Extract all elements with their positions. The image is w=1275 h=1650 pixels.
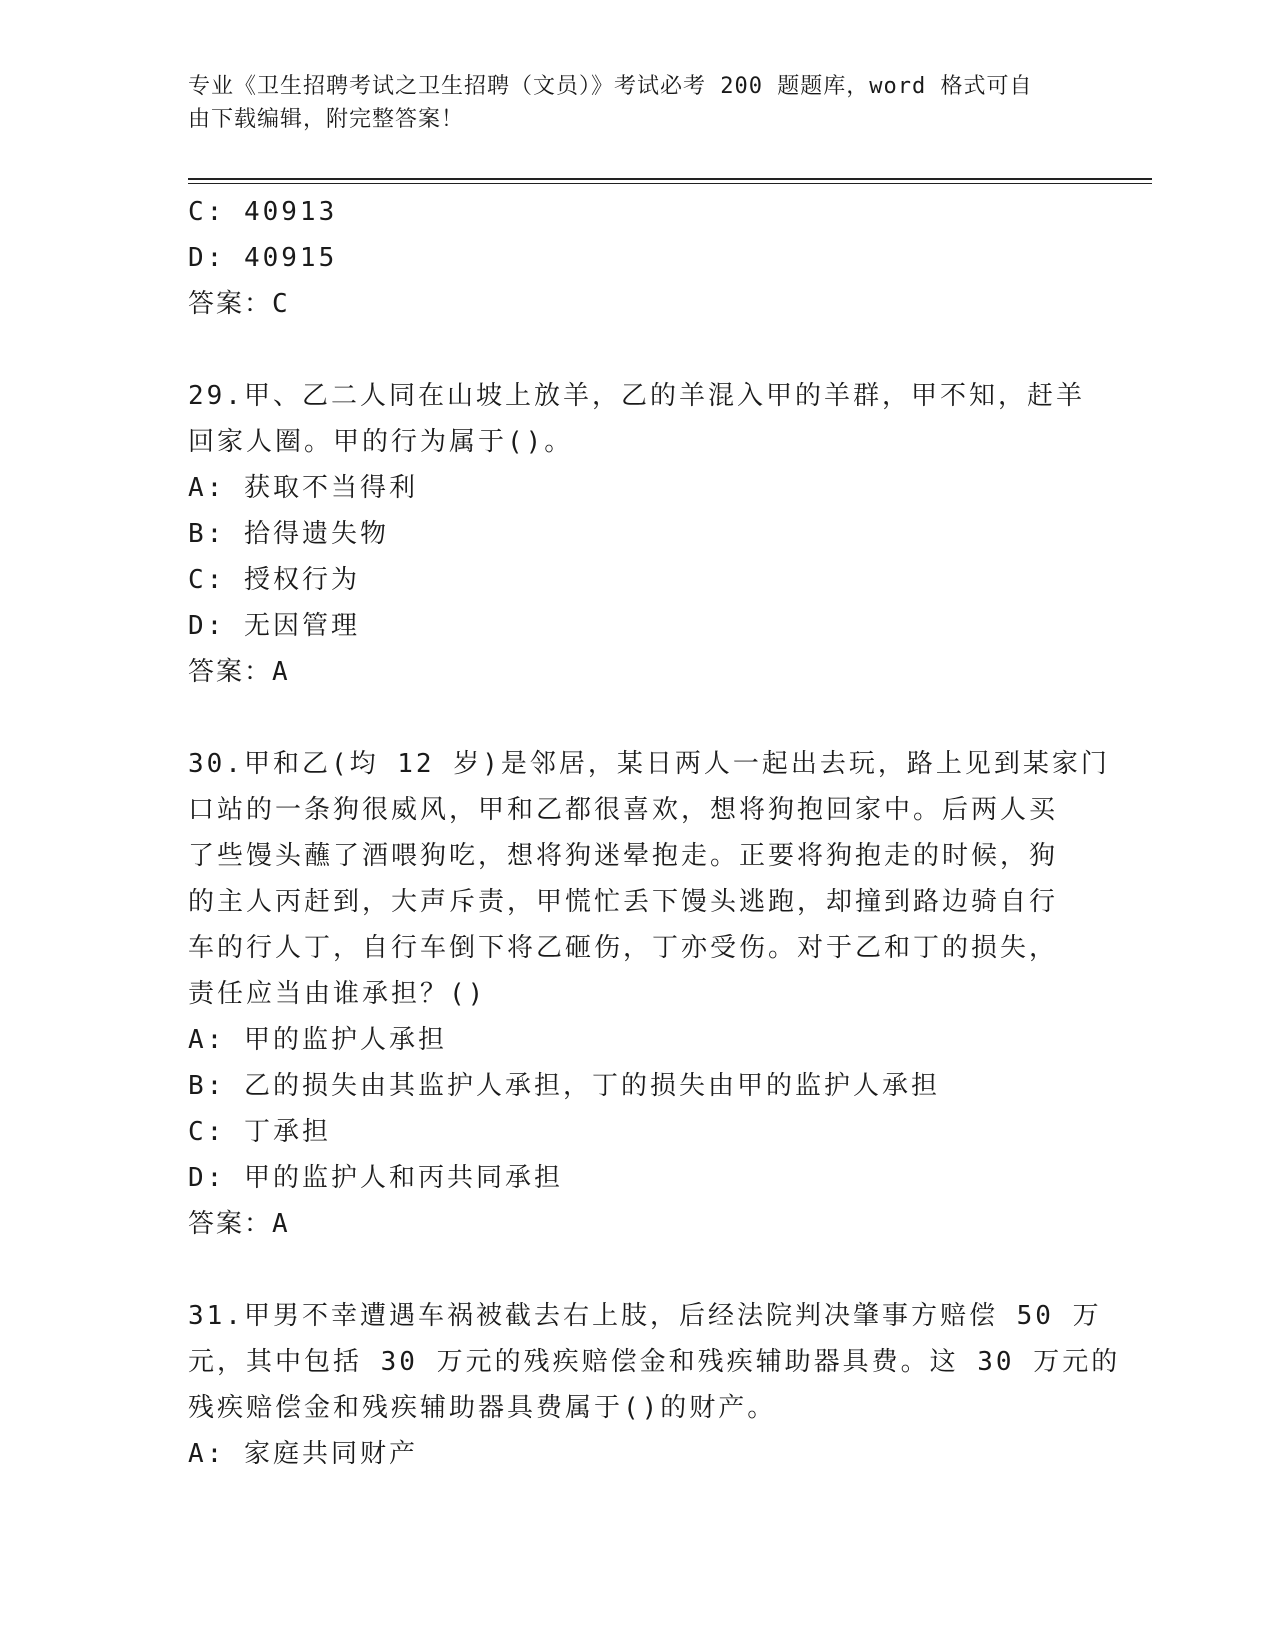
option-c: C: 丁承担	[188, 1117, 331, 1147]
previous-question-tail	[188, 189, 1088, 327]
stem-line: 元，其中包括 30 万元的残疾赔偿金和残疾辅助器具费。这 30 万元的	[188, 1347, 1121, 1377]
answer: 答案：A	[188, 1209, 290, 1239]
document-body	[188, 189, 1121, 1477]
stem-line: 回家人圈。甲的行为属于()。	[188, 427, 574, 457]
answer: 答案：C	[188, 289, 290, 319]
question-31	[188, 1293, 1121, 1477]
option-b: B: 拾得遗失物	[188, 519, 389, 549]
header-divider-thick	[188, 178, 1152, 180]
question-29	[188, 373, 1088, 695]
question-30	[188, 741, 1110, 1247]
header-line-1: 专业《卫生招聘考试之卫生招聘（文员）》考试必考 200 题题库，word 格式可自	[188, 74, 1033, 99]
answer: 答案：A	[188, 657, 290, 687]
option-c: C: 40913	[188, 197, 338, 227]
option-d: D: 甲的监护人和丙共同承担	[188, 1163, 563, 1193]
stem-line: 29.甲、乙二人同在山坡上放羊，乙的羊混入甲的羊群，甲不知，赶羊	[188, 381, 1085, 411]
header-divider-thin	[188, 183, 1152, 184]
stem-line: 了些馒头蘸了酒喂狗吃，想将狗迷晕抱走。正要将狗抱走的时候，狗	[188, 841, 1059, 871]
question-stem	[188, 1293, 1121, 1431]
option-a: A: 获取不当得利	[188, 473, 418, 503]
header-line-2: 由下载编辑，附完整答案！	[188, 107, 465, 132]
option-c: C: 授权行为	[188, 565, 360, 595]
question-stem	[188, 741, 1110, 1017]
page-header	[188, 70, 1068, 136]
option-d: D: 无因管理	[188, 611, 360, 641]
stem-line: 31.甲男不幸遭遇车祸被截去右上肢，后经法院判决肇事方赔偿 50 万	[188, 1301, 1102, 1331]
stem-line: 车的行人丁，自行车倒下将乙砸伤，丁亦受伤。对于乙和丁的损失，	[188, 933, 1059, 963]
stem-line: 责任应当由谁承担？()	[188, 979, 487, 1009]
stem-line: 的主人丙赶到，大声斥责，甲慌忙丢下馒头逃跑，却撞到路边骑自行	[188, 887, 1059, 917]
option-d: D: 40915	[188, 243, 338, 273]
stem-line: 口站的一条狗很威风，甲和乙都很喜欢，想将狗抱回家中。后两人买	[188, 795, 1059, 825]
option-b: B: 乙的损失由其监护人承担，丁的损失由甲的监护人承担	[188, 1071, 940, 1101]
option-a: A: 家庭共同财产	[188, 1439, 418, 1469]
stem-line: 残疾赔偿金和残疾辅助器具费属于()的财产。	[188, 1393, 777, 1423]
question-stem	[188, 373, 1088, 465]
stem-line: 30.甲和乙(均 12 岁)是邻居，某日两人一起出去玩，路上见到某家门	[188, 749, 1110, 779]
option-a: A: 甲的监护人承担	[188, 1025, 447, 1055]
